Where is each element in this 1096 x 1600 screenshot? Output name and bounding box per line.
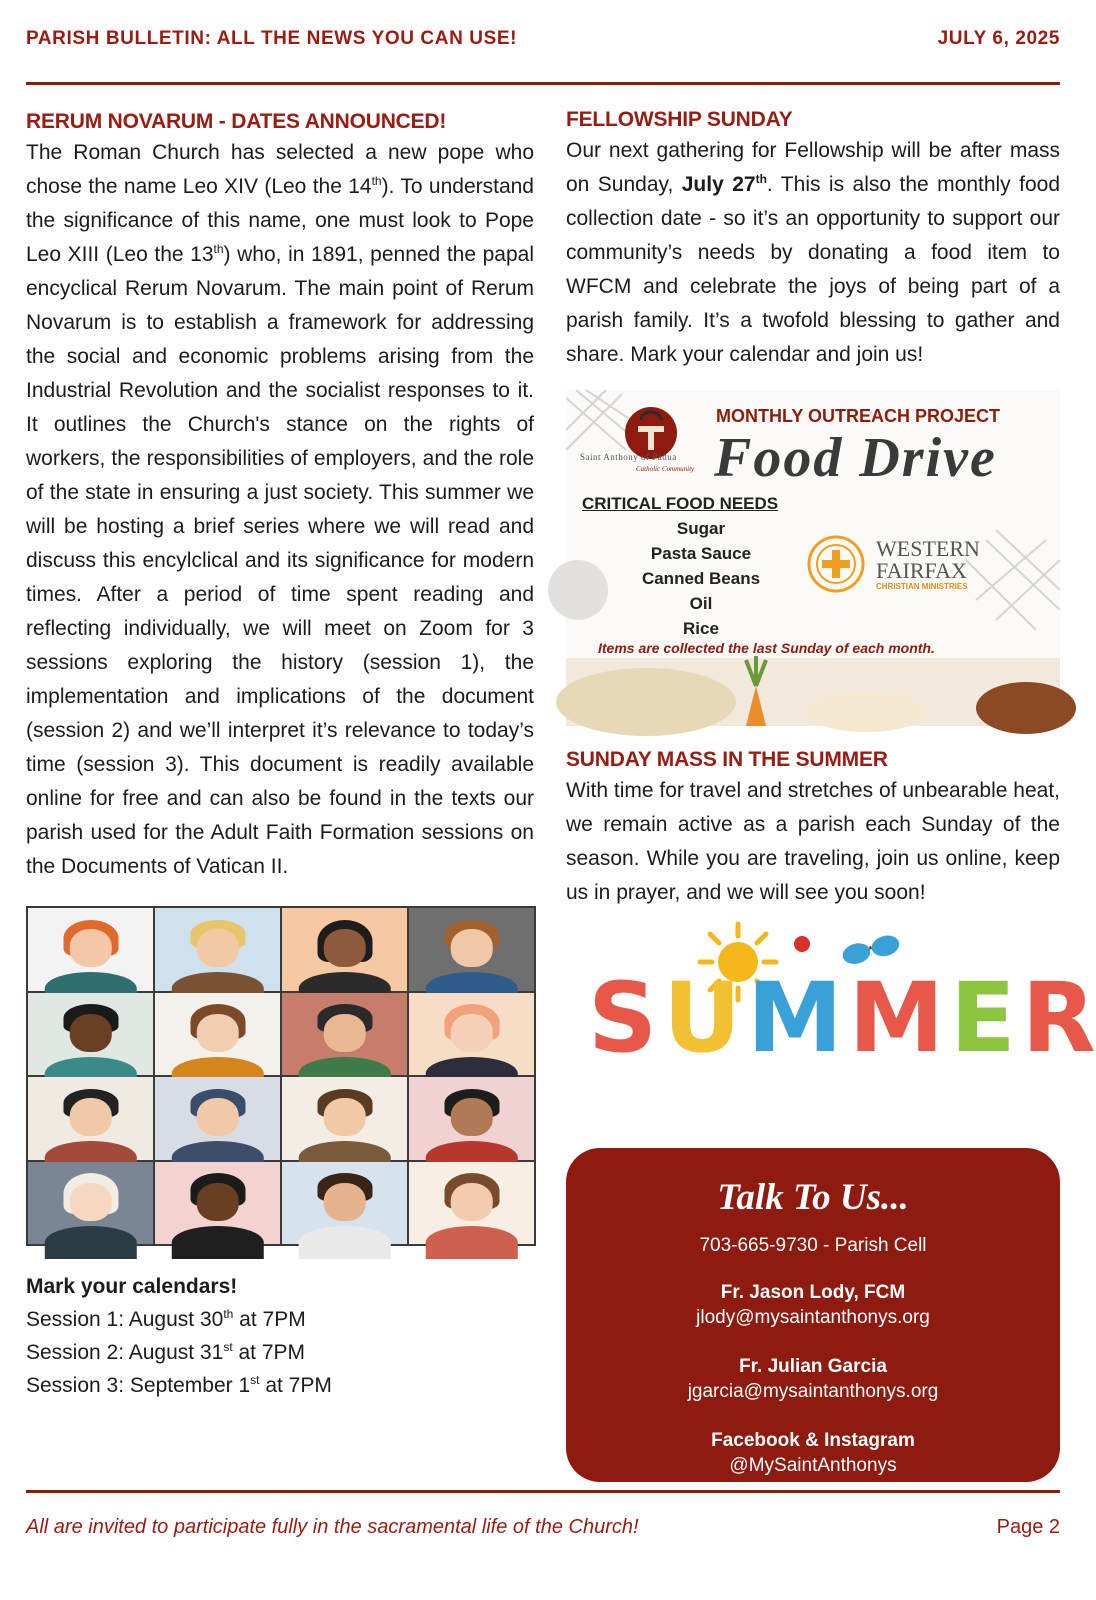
contact-panel bbox=[566, 1148, 1060, 1482]
header-rule bbox=[26, 82, 1060, 85]
food-drive-flyer bbox=[566, 390, 1060, 726]
rerum-heading: RERUM NOVARUM - DATES ANNOUNCED! bbox=[26, 110, 447, 133]
page-number: Page 2 bbox=[996, 1515, 1060, 1538]
footer-motto: All are invited to participate fully in the sacramental life of the Church! bbox=[26, 1515, 639, 1538]
summer-mass-heading: SUNDAY MASS IN THE SUMMER bbox=[566, 748, 888, 771]
contact-name: Fr. Jason Lody, FCM bbox=[720, 1282, 906, 1303]
social-handle-link[interactable]: @MySaintAnthonys bbox=[729, 1455, 897, 1476]
social-label: Facebook & Instagram bbox=[711, 1430, 915, 1451]
bulletin-title: PARISH BULLETIN: ALL THE NEWS YOU CAN USE! bbox=[26, 28, 518, 49]
session-item: Session 3: September 1st at 7PM bbox=[26, 1373, 332, 1397]
parish-logo-subtext: Catholic Community bbox=[636, 465, 695, 473]
fellowship-article: Our next gathering for Fellowship will be after mass on Sunday, July 27th. This is also the monthly food collection date - so it’s an opportunity to support our community’s needs by donating a food item to WFCM and celebrate the joys of being part of a parish family. It’s a twofold blessing to gather and share. Mark your calendar and join us! bbox=[566, 139, 1060, 366]
zoom-meeting-illustration bbox=[26, 906, 536, 1246]
contact-email-link[interactable]: jgarcia@mysaintanthonys.org bbox=[687, 1381, 939, 1402]
bulletin-header bbox=[26, 24, 1060, 54]
parish-logo-text: Saint Anthony of Padua bbox=[580, 452, 677, 462]
session-item: Session 2: August 31st at 7PM bbox=[26, 1340, 306, 1364]
footer-rule bbox=[26, 1490, 1060, 1493]
food-needs-list bbox=[606, 516, 796, 641]
summer-word-art: S U M M E R bbox=[588, 962, 1096, 1074]
food-drive-title: Food Drive bbox=[714, 427, 997, 489]
food-need-item: Sugar bbox=[676, 519, 726, 538]
bulletin-footer bbox=[26, 1512, 1060, 1542]
contact-title: Talk To Us... bbox=[717, 1177, 909, 1218]
bulletin-date: JULY 6, 2025 bbox=[937, 28, 1060, 49]
contact-email-link[interactable]: jlody@mysaintanthonys.org bbox=[696, 1307, 930, 1328]
wfcm-logo-icon bbox=[806, 534, 866, 594]
summer-illustration bbox=[566, 924, 1096, 1094]
wfcm-logo-text: WESTERN FAIRFAX CHRISTIAN MINISTRIES bbox=[876, 536, 980, 591]
parish-phone[interactable]: 703-665-9730 - Parish Cell bbox=[699, 1235, 927, 1256]
fellowship-heading: FELLOWSHIP SUNDAY bbox=[566, 108, 793, 131]
food-need-item: Oil bbox=[689, 594, 713, 613]
food-need-item: Rice bbox=[683, 619, 719, 638]
rerum-article: The Roman Church has selected a new pope who chose the name Leo XIV (Leo the 14th). To understand the significance of this name, one must look to Pope Leo XIII (Leo the 13th) who, in 1891, penned the papal encyclical Rerum Novarum. The main point of Rerum Novarum is to establish a framework for addressing the social and economic problems arising from the Industrial Revolution and the socialist responses to it. It outlines the Church's stance on the rights of workers, the responsibilities of employers, and the role of the state in ensuring a just society. This summer we will be hosting a brief series where we will read and discuss this encylclical and its significance for modern times. After a period of time spent reading and reflecting individually, we will meet on Zoom for 3 sessions exploring the history (session 1), the implementation and implications of the document (session 2) and we’ll interpret it’s relevance to today’s time (session 3). This document is readily available online for free and can also be found in the texts our parish used for the Adult Faith Formation sessions on the Documents of Vatican II. bbox=[26, 141, 535, 878]
collection-note: Items are collected the last Sunday of each month. bbox=[598, 640, 935, 656]
session-item: Session 1: August 30th at 7PM bbox=[26, 1307, 306, 1331]
calendar-title: Mark your calendars! bbox=[26, 1275, 238, 1298]
left-column bbox=[26, 110, 534, 1402]
food-need-item: Pasta Sauce bbox=[650, 544, 752, 563]
critical-needs-title: CRITICAL FOOD NEEDS bbox=[582, 494, 779, 513]
session-calendar bbox=[26, 1270, 534, 1402]
food-need-item: Canned Beans bbox=[641, 569, 761, 588]
summer-mass-article: With time for travel and stretches of unbearable heat, we remain active as a parish each Sunday of the season. While you are traveling, join us online, keep us in prayer, and we will see you soon! bbox=[566, 779, 1060, 904]
outreach-project-title: MONTHLY OUTREACH PROJECT bbox=[716, 406, 1001, 426]
right-column bbox=[566, 108, 1096, 1094]
contact-name: Fr. Julian Garcia bbox=[739, 1356, 887, 1377]
